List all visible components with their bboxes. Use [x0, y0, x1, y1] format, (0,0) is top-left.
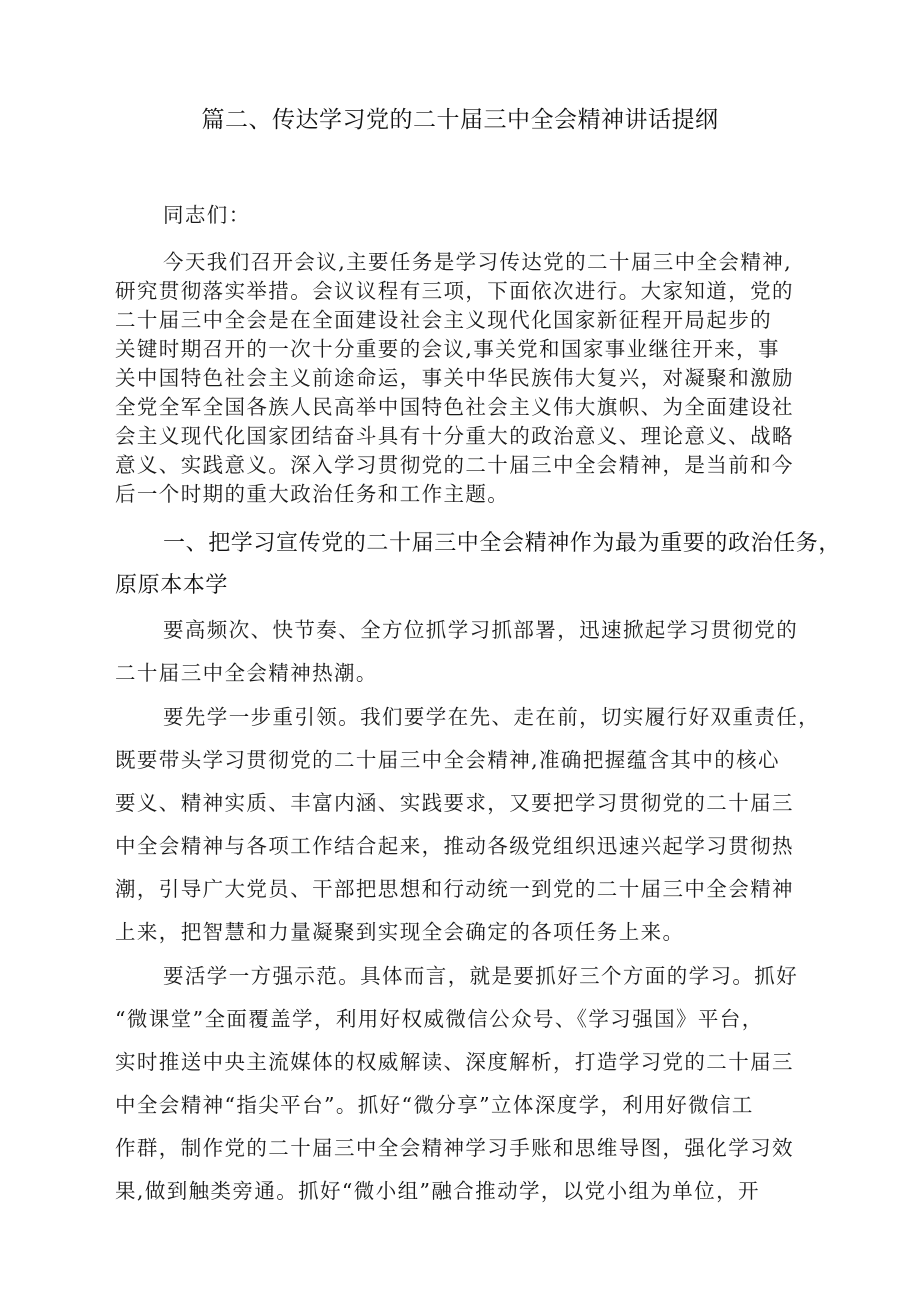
para-2-line-3: 要义、精神实质、丰富内涵、实践要求，又要把学习贯彻党的二十届三	[115, 791, 794, 815]
intro-line-4: 关键时期召开的一次十分重要的会议,事关党和国家事业继往开来，事	[115, 337, 780, 361]
section-1-heading: 一、把学习宣传党的二十届三中全会精神作为最为重要的政治任务，	[163, 531, 842, 556]
intro-line-3: 二十届三中全会是在全面建设社会主义现代化国家新征程开局起步的	[115, 308, 772, 332]
para-3-line-2: “微课堂”全面覆盖学，利用好权威微信公众号、《学习强国》平台，	[115, 1007, 764, 1031]
para-2-line-1: 要先学一步重引领。我们要学在先、走在前，切实履行好双重责任，	[163, 705, 820, 729]
intro-line-2: 研究贯彻落实举措。会议议程有三项，下面依次进行。大家知道，党的	[115, 279, 794, 303]
intro-line-6: 全党全军全国各族人民高举中国特色社会主义伟大旗帜、为全面建设社	[115, 395, 794, 419]
para-2-line-5: 潮，引导广大党员、干部把思想和行动统一到党的二十届三中全会精神	[115, 877, 794, 901]
intro-line-5: 关中国特色社会主义前途命运，事关中华民族伟大复兴，对凝聚和激励	[115, 366, 794, 390]
para-3-line-6: 果,做到触类旁通。抓好“微小组”融合推动学，以党小组为单位，开	[115, 1179, 760, 1203]
intro-line-9: 后一个时期的重大政治任务和工作主题。	[115, 482, 510, 506]
intro-line-8: 意义、实践意义。深入学习贯彻党的二十届三中全会精神，是当前和今	[115, 453, 794, 477]
intro-line-7: 会主义现代化国家团结奋斗具有十分重大的政治意义、理论意义、战略	[115, 424, 794, 448]
para-3-line-5: 作群，制作党的二十届三中全会精神学习手账和思维导图，强化学习效	[115, 1136, 794, 1160]
para-2-line-2: 既要带头学习贯彻党的二十届三中全会精神,准确把握蕴含其中的核心	[115, 748, 780, 772]
para-2-line-6: 上来，把智慧和力量凝聚到实现全会确定的各项任务上来。	[115, 920, 685, 944]
document-title: 篇二、传达学习党的二十届三中全会精神讲话提纲	[201, 107, 719, 133]
salutation: 同志们：	[163, 203, 251, 227]
para-3-line-4: 中全会精神“指尖平台”。抓好“微分享”立体深度学，利用好微信工	[115, 1093, 754, 1117]
para-3-line-1: 要活学一方强示范。具体而言，就是要抓好三个方面的学习。抓好	[163, 964, 799, 988]
section-1-heading-cont: 原原本本学	[115, 573, 229, 598]
para-1-line-1: 要高频次、快节奏、全方位抓学习抓部署，迅速掀起学习贯彻党的	[163, 618, 799, 642]
para-1-line-2: 二十届三中全会精神热潮。	[115, 661, 378, 685]
para-2-line-4: 中全会精神与各项工作结合起来，推动各级党组织迅速兴起学习贯彻热	[115, 834, 794, 858]
intro-line-1: 今天我们召开会议,主要任务是学习传达党的二十届三中全会精神,	[163, 250, 793, 274]
para-3-line-3: 实时推送中央主流媒体的权威解读、深度解析，打造学习党的二十届三	[115, 1050, 794, 1074]
